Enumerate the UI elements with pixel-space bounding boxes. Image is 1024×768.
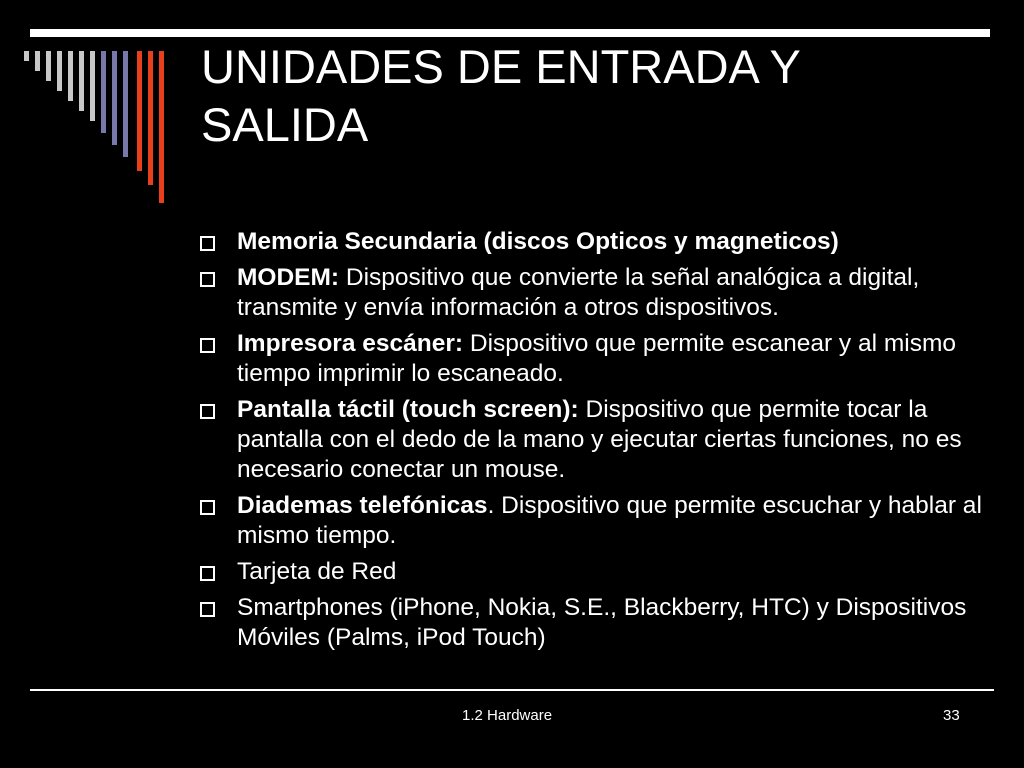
bullet-item [200,227,990,257]
bullet-text: Smartphones (iPhone, Nokia, S.E., Blackberry, HTC) y Dispositivos Móviles (Palms, iPod Touch) [237,594,967,651]
deco-bar [57,51,62,91]
deco-bar [79,51,84,111]
bullet-text: Tarjeta de Red [237,558,397,585]
deco-bar [46,51,51,81]
bullet-item [200,491,990,551]
bullet-text: . Dispositivo que permite escuchar y hablar al mismo tiempo. [237,492,982,549]
hollow-square-bullet-icon [200,272,215,287]
deco-bar [159,51,164,203]
deco-bar [137,51,142,171]
deco-bar [148,51,153,185]
hollow-square-bullet-icon [200,602,215,617]
bullet-item [200,593,990,653]
bullet-label: Diademas telefónicas [237,492,488,519]
deco-bar [101,51,106,133]
hollow-square-bullet-icon [200,500,215,515]
page-number: 33 [943,707,960,724]
bullet-label: Impresora escáner: [237,330,464,357]
deco-bar [35,51,40,71]
hollow-square-bullet-icon [200,236,215,251]
bullet-item [200,329,990,389]
footer-section-label: 1.2 Hardware [462,707,553,724]
bullet-item [200,395,990,485]
deco-bar [123,51,128,157]
deco-bar [68,51,73,101]
slide-title [201,38,981,154]
hollow-square-bullet-icon [200,338,215,353]
hollow-square-bullet-icon [200,404,215,419]
bullet-text: Dispositivo que permite escanear y al mismo tiempo imprimir lo escaneado. [237,330,956,387]
title-line-1: UNIDADES DE ENTRADA Y [201,40,801,93]
bullet-label: MODEM: [237,264,340,291]
bullet-text: Dispositivo que convierte la señal analógica a digital, transmite y envía información a otros dispositivos. [237,264,920,321]
deco-bar [90,51,95,121]
top-rule [30,29,990,37]
bullet-label: Memoria Secundaria (discos Opticos y magneticos) [237,228,839,255]
bullet-item [200,263,990,323]
bullet-text: Dispositivo que permite tocar la pantalla con el dedo de la mano y ejecutar ciertas funciones, no es necesario conectar un mouse. [237,396,962,483]
bullet-list [200,227,990,659]
hollow-square-bullet-icon [200,566,215,581]
bullet-item [200,557,990,587]
bullet-label: Pantalla táctil (touch screen): [237,396,579,423]
title-line-2: SALIDA [201,98,369,151]
deco-bar [112,51,117,145]
deco-bar [24,51,29,61]
footer-rule [30,689,994,691]
